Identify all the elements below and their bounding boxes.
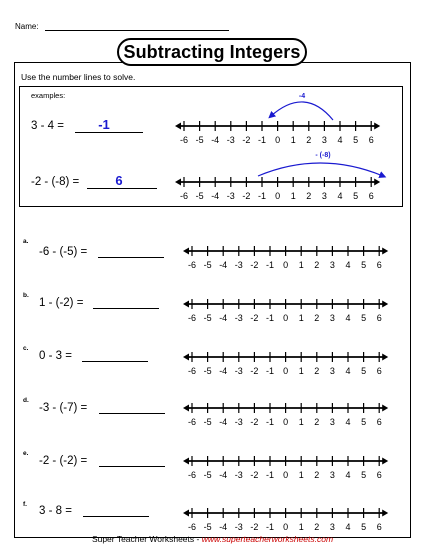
number-line-tick-label: 0 [283, 366, 289, 376]
number-line-tick-label: -3 [226, 191, 235, 201]
number-line-tick-label: -1 [257, 135, 267, 145]
number-line-tick-label: -1 [265, 366, 275, 376]
number-line-tick-label: -5 [203, 260, 212, 270]
number-line-tick-label: -2 [250, 260, 259, 270]
number-line-tick-label: 4 [345, 366, 351, 376]
number-line-tick-label: 5 [353, 191, 359, 201]
number-line-tick-label: 3 [321, 135, 327, 145]
number-line-tick-label: -2 [250, 366, 259, 376]
number-line-tick-label: -2 [250, 470, 259, 480]
number-line-tick-label: 5 [361, 313, 367, 323]
footer-text: Super Teacher Worksheets - [91, 534, 202, 544]
examples-label: examples: [31, 91, 66, 100]
problem-b-number-line [183, 296, 408, 326]
name-line[interactable] [45, 30, 229, 31]
problem-e-answer-blank[interactable] [99, 466, 165, 467]
problem-f-number-line [183, 505, 408, 535]
number-line-tick-label: 5 [361, 366, 367, 376]
number-line-tick-label: 5 [361, 417, 367, 427]
number-line-tick-label: -5 [203, 522, 212, 532]
number-line-tick-label: -3 [234, 522, 243, 532]
problem-a-expression: -6 - (-5) = [39, 246, 88, 258]
number-line-tick-label: 5 [353, 135, 359, 145]
example-1-jump-arrow [175, 88, 400, 128]
number-line-tick-label: 1 [298, 522, 304, 532]
number-line-tick-label: 5 [361, 260, 367, 270]
number-line-tick-label: -6 [179, 191, 189, 201]
number-line-tick-label: -3 [226, 135, 235, 145]
arrow-right-icon [382, 301, 388, 308]
problem-a-number-line [183, 243, 408, 273]
number-line-tick-label: -6 [187, 313, 197, 323]
number-line-tick-label: -2 [250, 522, 259, 532]
number-line-tick-label: 3 [329, 313, 335, 323]
problem-d-expression: -3 - (-7) = [39, 402, 88, 414]
number-line-tick-label: -3 [234, 260, 243, 270]
number-line-tick-label: 1 [290, 191, 296, 201]
page-title: Subtracting Integers [123, 41, 301, 62]
number-line-tick-label: 0 [283, 522, 289, 532]
number-line-tick-label: -1 [265, 522, 275, 532]
number-line-tick-label: -6 [179, 135, 189, 145]
number-line-tick-label: 2 [306, 135, 312, 145]
number-line-tick-label: 3 [329, 470, 335, 480]
problem-f-letter: f. [23, 501, 27, 508]
problem-d-number-line [183, 400, 408, 430]
number-line-tick-label: 0 [283, 260, 289, 270]
number-line-tick-label: -4 [219, 417, 228, 427]
problem-b-answer-blank[interactable] [93, 308, 159, 309]
number-line-tick-label: 5 [361, 522, 367, 532]
arrow-left-icon [183, 510, 189, 517]
number-line-tick-label: 4 [345, 522, 351, 532]
number-line-tick-label: 3 [329, 260, 335, 270]
number-line-tick-label: -5 [203, 313, 212, 323]
number-line-tick-label: -2 [242, 135, 251, 145]
number-line-tick-label: 6 [376, 313, 382, 323]
number-line-tick-label: 2 [314, 417, 320, 427]
name-label: Name: [15, 22, 39, 31]
arrow-left-icon [183, 405, 189, 412]
instructions: Use the number lines to solve. [21, 72, 136, 82]
number-line-tick-label: 1 [298, 366, 304, 376]
number-line-tick-label: 5 [361, 470, 367, 480]
number-line-tick-label: -6 [187, 366, 197, 376]
example-2-answer-blank [87, 188, 157, 189]
number-line-tick-label: -2 [250, 417, 259, 427]
number-line-tick-label: 4 [345, 260, 351, 270]
problem-d-answer-blank[interactable] [99, 413, 165, 414]
number-line-tick-label: 0 [275, 191, 281, 201]
arrow-right-icon [382, 405, 388, 412]
number-line-tick-label: 2 [314, 470, 320, 480]
number-line-tick-label: 4 [337, 191, 343, 201]
number-line-tick-label: 2 [314, 260, 320, 270]
problem-b-letter: b. [23, 292, 29, 299]
number-line-tick-label: -1 [257, 191, 267, 201]
arrow-right-icon [382, 458, 388, 465]
number-line-tick-label: -6 [187, 470, 197, 480]
number-line-tick-label: -4 [211, 135, 220, 145]
problem-c-expression: 0 - 3 = [39, 350, 72, 362]
number-line-tick-label: -1 [265, 470, 275, 480]
number-line-tick-label: -2 [250, 313, 259, 323]
example-1-answer-blank [75, 132, 143, 133]
number-line-tick-label: 4 [337, 135, 343, 145]
number-line-tick-label: -6 [187, 522, 197, 532]
number-line-tick-label: 2 [314, 313, 320, 323]
number-line-tick-label: 1 [290, 135, 296, 145]
number-line-tick-label: 0 [283, 470, 289, 480]
problem-e-letter: e. [23, 450, 29, 457]
arrow-right-icon [382, 510, 388, 517]
number-line-tick-label: -6 [187, 417, 197, 427]
number-line-tick-label: 2 [306, 191, 312, 201]
number-line-tick-label: 6 [368, 191, 374, 201]
number-line-tick-label: -4 [219, 522, 228, 532]
example-2-jump-arrow [175, 150, 400, 180]
number-line-tick-label: -5 [203, 417, 212, 427]
number-line-tick-label: 1 [298, 260, 304, 270]
number-line-tick-label: 1 [298, 313, 304, 323]
number-line-tick-label: 6 [376, 470, 382, 480]
number-line-tick-label: 4 [345, 417, 351, 427]
number-line-tick-label: 0 [275, 135, 281, 145]
number-line-tick-label: -5 [195, 191, 204, 201]
example-2-answer: 6 [115, 173, 123, 188]
number-line-tick-label: 6 [376, 522, 382, 532]
number-line-tick-label: -3 [234, 366, 243, 376]
number-line-tick-label: 3 [329, 522, 335, 532]
number-line-tick-label: -4 [219, 470, 228, 480]
example-2-jump-label: - (-8) [315, 152, 331, 159]
number-line-tick-label: -5 [203, 366, 212, 376]
arrow-left-icon [183, 458, 189, 465]
number-line-tick-label: 4 [345, 313, 351, 323]
number-line-tick-label: 6 [376, 417, 382, 427]
example-1-answer: -1 [98, 117, 110, 132]
number-line-tick-label: 1 [298, 417, 304, 427]
number-line-tick-label: 6 [376, 366, 382, 376]
number-line-tick-label: 6 [376, 260, 382, 270]
number-line-tick-label: 1 [298, 470, 304, 480]
number-line-tick-label: -3 [234, 470, 243, 480]
problem-d-letter: d. [23, 397, 29, 404]
number-line-tick-label: 2 [314, 522, 320, 532]
number-line-tick-label: 6 [368, 135, 374, 145]
number-line-tick-label: -5 [203, 470, 212, 480]
number-line-tick-label: 3 [321, 191, 327, 201]
arrow-right-icon [382, 354, 388, 361]
footer-url-link[interactable]: www.superteacherworksheets.com [201, 534, 334, 544]
number-line-tick-label: -3 [234, 417, 243, 427]
number-line-tick-label: -1 [265, 417, 275, 427]
number-line-tick-label: -1 [265, 313, 275, 323]
problem-b-expression: 1 - (-2) = [39, 297, 84, 309]
number-line-tick-label: -3 [234, 313, 243, 323]
number-line-tick-label: 3 [329, 366, 335, 376]
problem-f-expression: 3 - 8 = [39, 505, 72, 517]
arrow-left-icon [183, 248, 189, 255]
footer [0, 534, 425, 544]
problem-f-answer-blank[interactable] [83, 516, 149, 517]
problem-a-answer-blank[interactable] [98, 257, 164, 258]
example-1-expression: 3 - 4 = [31, 120, 64, 132]
number-line-tick-label: 0 [283, 417, 289, 427]
problem-e-number-line [183, 453, 408, 483]
problem-c-number-line [183, 349, 408, 379]
number-line-tick-label: -2 [242, 191, 251, 201]
example-1-jump-label: -4 [298, 93, 306, 100]
problem-c-letter: c. [23, 345, 29, 352]
arrow-left-icon [183, 301, 189, 308]
problem-e-expression: -2 - (-2) = [39, 455, 88, 467]
number-line-tick-label: -4 [219, 366, 228, 376]
example-2-expression: -2 - (-8) = [31, 176, 80, 188]
problem-a-letter: a. [23, 238, 29, 245]
number-line-tick-label: -4 [211, 191, 220, 201]
arrow-left-icon [183, 354, 189, 361]
number-line-tick-label: 2 [314, 366, 320, 376]
problem-c-answer-blank[interactable] [82, 361, 148, 362]
number-line-tick-label: 4 [345, 470, 351, 480]
arrow-right-icon [382, 248, 388, 255]
number-line-tick-label: -6 [187, 260, 197, 270]
number-line-tick-label: 0 [283, 313, 289, 323]
number-line-tick-label: 3 [329, 417, 335, 427]
number-line-tick-label: -5 [195, 135, 204, 145]
number-line-tick-label: -1 [265, 260, 275, 270]
number-line-tick-label: -4 [219, 260, 228, 270]
number-line-tick-label: -4 [219, 313, 228, 323]
title-banner [117, 38, 307, 66]
